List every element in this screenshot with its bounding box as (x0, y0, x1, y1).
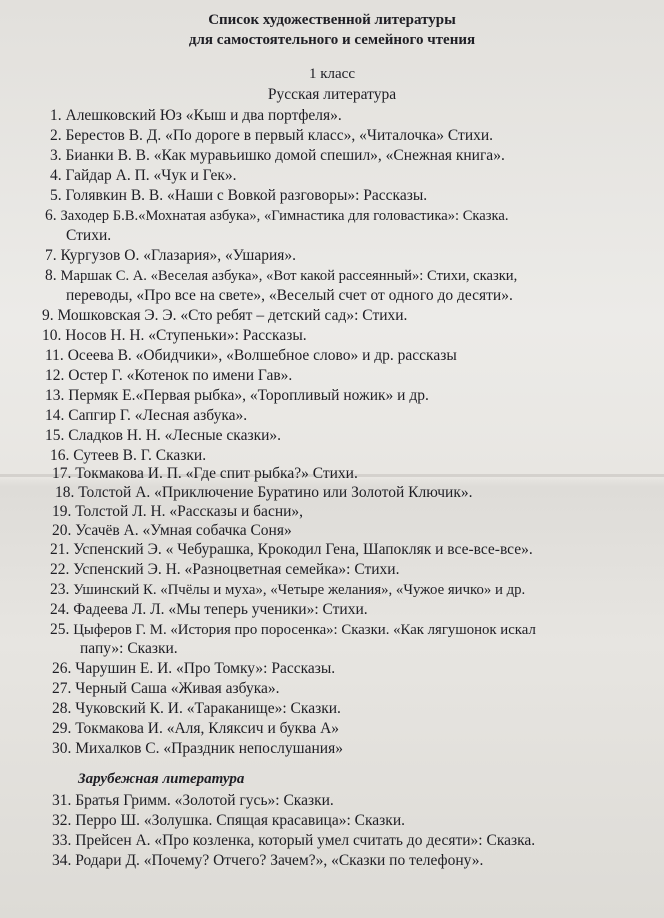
list-item (50, 126, 493, 146)
item-number: 2. (50, 127, 62, 144)
item-number: 33. (52, 832, 72, 849)
item-number: 30. (52, 740, 72, 757)
section-heading-russian: Русская литература (267, 86, 397, 103)
item-text: Перро Ш. «Золушка. Спящая красавица»: Сказки. (75, 812, 405, 829)
item-number: 22. (50, 561, 70, 578)
section-heading-foreign: Зарубежная литература (78, 771, 245, 787)
item-text: Братья Гримм. «Золотой гусь»: Сказки. (75, 792, 334, 809)
item-text: Черный Саша «Живая азбука». (75, 680, 280, 697)
item-number: 24. (50, 601, 70, 618)
item-number: 23. (50, 581, 70, 598)
list-item (50, 186, 427, 206)
list-item (55, 483, 472, 503)
item-text: Успенский Э. Н. «Разноцветная семейка»: Стихи. (73, 561, 400, 578)
item-text-continuation: Стихи. (66, 227, 112, 244)
item-text: Берестов В. Д. «По дороге в первый класс», «Читалочка» Стихи. (65, 127, 494, 144)
list-item (52, 831, 535, 851)
item-text: Родари Д. «Почему? Отчего? Зачем?», «Сказки по телефону». (75, 852, 484, 869)
item-number: 14. (45, 407, 65, 424)
list-item (52, 659, 335, 679)
item-number: 6. (45, 207, 57, 224)
list-item (45, 366, 292, 386)
item-number: 29. (52, 720, 72, 737)
item-number: 31. (52, 792, 72, 809)
item-text: Голявкин В. В. «Наши с Вовкой разговоры»: Рассказы. (65, 187, 428, 204)
list-item (45, 426, 281, 446)
grade-heading: 1 класс (309, 66, 355, 82)
item-text: Пермяк Е.«Первая рыбка», «Торопливый ножик» и др. (68, 387, 429, 404)
list-item (52, 699, 341, 719)
item-number: 10. (42, 327, 62, 344)
list-item (45, 406, 247, 426)
item-number: 8. (45, 267, 57, 284)
list-item (50, 560, 399, 580)
item-text: Кургузов О. «Глазария», «Ушария». (60, 247, 297, 264)
item-number: 4. (50, 167, 62, 184)
list-item (45, 346, 457, 366)
item-text: Алешковский Юз «Кыш и два портфеля». (65, 107, 342, 124)
item-text: Остер Г. «Котенок по имени Гав». (68, 367, 293, 384)
item-text: Маршак С. А. «Веселая азбука», «Вот какой рассеянный»: Стихи, сказки, (60, 268, 518, 284)
item-number: 7. (45, 247, 57, 264)
item-number: 11. (45, 347, 64, 364)
item-number: 28. (52, 700, 72, 717)
list-item (45, 246, 296, 266)
list-item (45, 206, 509, 226)
list-item (52, 464, 358, 484)
item-text: Токмакова И. П. «Где спит рыбка?» Стихи. (75, 465, 358, 482)
list-item (52, 679, 280, 699)
item-number: 9. (42, 307, 54, 324)
list-item (50, 166, 237, 186)
item-text: Успенский Э. « Чебурашка, Крокодил Гена, Шапокляк и все-все-все». (73, 541, 533, 558)
item-number: 12. (45, 367, 65, 384)
list-item (52, 811, 405, 831)
item-text: Гайдар А. П. «Чук и Гек». (65, 167, 237, 184)
item-number: 18. (55, 484, 75, 501)
item-text: Чуковский К. И. «Тараканище»: Сказки. (75, 700, 341, 717)
list-item (45, 266, 517, 286)
item-text: Сладков Н. Н. «Лесные сказки». (68, 427, 282, 444)
item-text: Прейсен А. «Про козленка, который умел считать до десяти»: Сказка. (75, 832, 536, 849)
item-number: 27. (52, 680, 72, 697)
list-item (52, 502, 303, 522)
item-number: 19. (52, 503, 72, 520)
item-text: Михалков С. «Праздник непослушания» (75, 740, 343, 757)
item-text: Толстой А. «Приключение Буратино или Золотой Ключик». (78, 484, 473, 501)
item-number: 13. (45, 387, 65, 404)
item-text: Заходер Б.В.«Мохнатая азбука», «Гимнастика для головастика»: Сказка. (60, 208, 509, 224)
list-item (42, 326, 307, 346)
item-text-continuation: переводы, «Про все на свете», «Веселый счет от одного до десяти». (66, 287, 513, 304)
item-text: Толстой Л. Н. «Рассказы и басни», (75, 503, 304, 520)
item-text: Носов Н. Н. «Ступеньки»: Рассказы. (65, 327, 307, 344)
list-item (50, 620, 536, 640)
item-number: 15. (45, 427, 65, 444)
item-number: 16. (50, 447, 70, 464)
item-text: Токмакова И. «Аля, Кляксич и буква А» (75, 720, 340, 737)
item-text: Цыферов Г. М. «История про поросенка»: Сказки. «Как лягушонок искал (73, 622, 536, 638)
list-item (50, 580, 525, 600)
item-number: 32. (52, 812, 72, 829)
list-item (52, 739, 343, 759)
document-title-line2: для самостоятельного и семейного чтения (188, 32, 476, 48)
document-title-line1: Список художественной литературы (208, 12, 456, 28)
item-number: 26. (52, 660, 72, 677)
item-number: 21. (50, 541, 70, 558)
item-number: 1. (50, 107, 62, 124)
item-number: 34. (52, 852, 72, 869)
item-text: Усачёв А. «Умная собачка Соня» (75, 522, 292, 539)
item-number: 5. (50, 187, 62, 204)
item-number: 17. (52, 465, 72, 482)
list-item (52, 791, 334, 811)
list-item (50, 540, 533, 560)
list-item (50, 106, 342, 126)
list-item (52, 719, 339, 739)
list-item (52, 521, 292, 541)
list-item (50, 146, 505, 166)
item-text: Осеева В. «Обидчики», «Волшебное слово» и др. рассказы (67, 347, 457, 364)
list-item (50, 600, 368, 620)
item-text: Сутеев В. Г. Сказки. (73, 447, 207, 464)
list-item (42, 306, 407, 326)
item-text: Сапгир Г. «Лесная азбука». (68, 407, 248, 424)
list-item (50, 446, 206, 466)
item-text: Ушинский К. «Пчёлы и муха», «Четыре желания», «Чужое яичко» и др. (73, 582, 526, 598)
item-text: Мошковская Э. Э. «Сто ребят – детский сад»: Стихи. (57, 307, 408, 324)
item-text-continuation: папу»: Сказки. (80, 640, 178, 657)
item-text: Бианки В. В. «Как муравьишко домой спешил», «Снежная книга». (65, 147, 505, 164)
list-item (52, 851, 483, 871)
item-text: Чарушин Е. И. «Про Томку»: Рассказы. (75, 660, 336, 677)
item-number: 25. (50, 621, 70, 638)
item-number: 20. (52, 522, 72, 539)
list-item (45, 386, 429, 406)
item-text: Фадеева Л. Л. «Мы теперь ученики»: Стихи. (73, 601, 368, 618)
item-number: 3. (50, 147, 62, 164)
